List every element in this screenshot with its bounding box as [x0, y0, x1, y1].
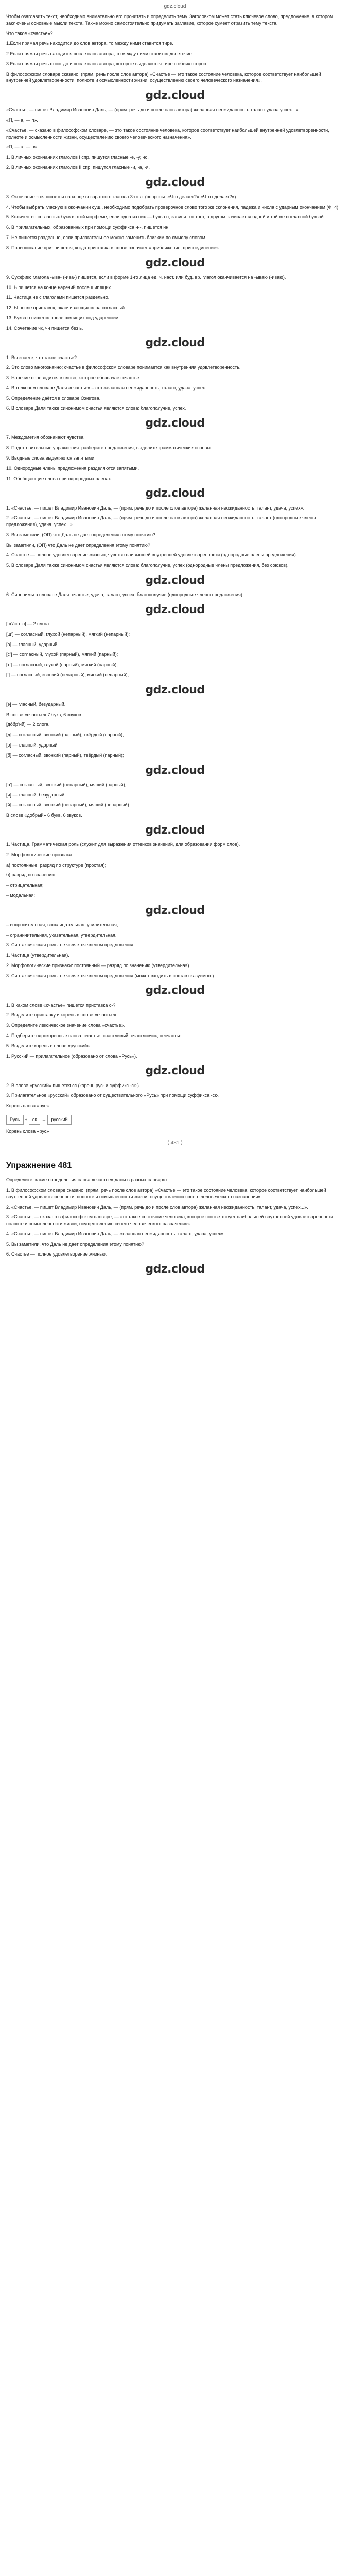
- morph-line: 2. Морфологические признаки:: [6, 852, 73, 857]
- phonetic-line: [а] — гласный, ударный;: [6, 641, 59, 647]
- task-line: 3. Прилагательное «русский» образовано от существительного «Русь» при помощи суффикса -ск-.: [6, 1093, 220, 1098]
- solution-line: 12. Ы после приставок, оканчивающихся на согласный.: [6, 305, 126, 311]
- solution-line: 9. Суффикс глагола -ыва- (-ива-) пишется, если в форме 1-го лица ед. ч. наст. или буд. вр. глагол оканчивается на -ываю (-иваю).: [6, 274, 286, 280]
- task-line: 1. В каком слове «счастье» пишется приставка с-?: [6, 1002, 116, 1008]
- phonetic-line: [э] — гласный, безударный.: [6, 701, 66, 707]
- exercise-item: 5. Вы заметили, что Даль не дает определения этому понятию?: [6, 1241, 144, 1247]
- morph-line: 3. Синтаксическая роль: не является членом предложения.: [6, 942, 135, 948]
- solution-line: 1. В личных окончаниях глаголов I спр. пишутся гласные -е, -у, -ю.: [6, 155, 149, 160]
- watermark: gdz.cloud: [145, 823, 205, 837]
- morph-line: 3. Синтаксическая роль: не является членом предложения (может входить в состав сказуемого).: [6, 973, 215, 978]
- solution-line: 14. Сочетание чк, чн пишется без ь.: [6, 325, 83, 331]
- phonetic-line: [д] — согласный, звонкий (парный), твёрдый (парный);: [6, 732, 124, 738]
- solution-line: 4. Чтобы выбрать гласную в окончании сущ., необходимо подобрать проверочное слово того же склонения, падежа и числа с ударным окончанием (Ф. 4).: [6, 204, 340, 210]
- exercise-item: 2. «Счастье, — пишет Владимир Иванович Даль, — (прям. речь до и после слов автора) желанная неожиданность, талант, удача, успех...».: [6, 1204, 308, 1210]
- watermark: gdz.cloud: [145, 683, 205, 697]
- word-tasks: [6, 1002, 344, 1109]
- solution-line: 2. Это слово многозначно; счастье в философском словаре понимается как внутренняя удовлетворенность.: [6, 365, 241, 370]
- watermark: gdz.cloud: [145, 256, 205, 269]
- watermark: gdz.cloud: [145, 573, 205, 587]
- exercise-item: 6. Счастье — полное удовлетворение жизнью.: [6, 1251, 107, 1257]
- task-line: 1. Русский — прилагательное (образовано от слова «Русь»).: [6, 1053, 137, 1059]
- morph-line: – вопросительная, восклицательная, усилительная;: [6, 922, 118, 927]
- task-line: 3. Определите лексическое значение слова «счастье».: [6, 1023, 126, 1028]
- solution-line: 11. Обобщающие слова при однородных членах.: [6, 476, 112, 481]
- exercise-intro: Определите, какие определения слова «счастье» даны в разных словарях.: [6, 1177, 169, 1183]
- solution-line: 8. Подготовительные упражнения: разберите предложения, выделите грамматические основы.: [6, 445, 212, 451]
- exercise-item: 4. «Счастье, — пишет Владимир Иванович Даль, — желанная неожиданность, талант, удача, успех».: [6, 1231, 225, 1236]
- watermark: gdz.cloud: [145, 984, 205, 997]
- phonetic-line: [о] — гласный, ударный;: [6, 742, 59, 748]
- solution-line: 6. В прилагательных, образованных при помощи суффикса -н-, пишется нн.: [6, 225, 170, 230]
- solution-line: 3. Наречие переводится в слово, которое обозначает счастье.: [6, 375, 141, 381]
- solution-line: Вы заметили, (ОП) что Даль не дает определения этому понятию?: [6, 542, 150, 548]
- watermark: gdz.cloud: [145, 603, 205, 616]
- exercise-items: [6, 1187, 344, 1258]
- solution-line: 2. В личных окончаниях глаголов II спр. пишутся гласные -и, -а, -я.: [6, 164, 150, 170]
- diagram-suffix: ск: [29, 1115, 40, 1125]
- morphological-analysis: [6, 841, 344, 979]
- watermark: gdz.cloud: [145, 176, 205, 189]
- watermark: gdz.cloud: [145, 1263, 205, 1276]
- solution-line: 2.Если прямая речь находится после слов автора, то между ними ставится двоеточие.: [6, 51, 194, 57]
- morph-line: – модальная;: [6, 892, 36, 898]
- solution-line: 8. Правописание при- пишется, когда приставка в слове означает «приближение, присоединение».: [6, 245, 220, 250]
- morph-line: 2. Морфологические признаки: постоянный — разряд по значению (утвердительная).: [6, 962, 191, 968]
- phonetic-line: В слове «счастье» 7 букв, 6 звуков.: [6, 711, 83, 717]
- solution-line: 5. Определение даётся в словаре Ожегова.: [6, 395, 101, 401]
- solution-line: 2. «Счастье, — пишет Владимир Иванович Даль, — (прям. речь до и после слов автора) желанная неожиданность, талант (однородные члены предложения), удача, успех...».: [6, 515, 316, 528]
- phonetic-line: [с’] — согласный, глухой (парный), мягкий (парный);: [6, 652, 118, 657]
- exercise-item: 3. «Счастье, — сказано в философском словаре, — это такое состояние человека, которое соответствует наибольшей внутренней удовлетворенности, полноте и осмысленности жизни, осуществлению своего человеческого назначения».: [6, 1214, 335, 1227]
- phonetic-line: [щ’а́с’т’jэ] — 2 слога.: [6, 621, 50, 627]
- phonetic-line: В слове «добрый» 6 букв, 6 звуков.: [6, 812, 82, 818]
- diagram-word: Русь: [6, 1115, 24, 1125]
- solution-part-1: [6, 13, 344, 482]
- morph-line: 1. Частица (утвердительная).: [6, 953, 69, 958]
- exercise-title: Упражнение 481: [6, 1161, 72, 1170]
- site-header: [0, 0, 350, 13]
- task-line: 2. Выделите приставку и корень в слове «счастье».: [6, 1012, 118, 1018]
- solution-line: Чтобы озаглавить текст, необходимо внимательно его прочитать и определить тему. Заголовком может стать ключевое слово, предложение, в котором заключены основные мысли текста. Также можно самостоятельно придумать заглавие, которое сумеет отразить тему текста.: [6, 14, 334, 26]
- solution-line: 5. Количество согласных букв в этой морфеме, если одна из них — буква н, зависит от того, в другом начинается одной и той же согласной буквой.: [6, 214, 325, 220]
- morph-line: – отрицательная;: [6, 883, 44, 888]
- solution-line: 5. В словаре Даля также синонимом счастья являются слова: благополучие, успех (однородные члены предложения, без союзов).: [6, 563, 289, 568]
- phonetic-line: [б] — согласный, звонкий (парный), твёрдый (парный);: [6, 752, 124, 758]
- solution-line: 11. Частица не с глаголами пишется раздельно.: [6, 295, 110, 300]
- morph-line: б) разряд по значению:: [6, 872, 57, 878]
- phonetic-line: [до́бр’ий] — 2 слога.: [6, 722, 50, 727]
- solution-line: «Счастье, — сказано в философском словаре, — это такое состояние человека, которое соответствует наибольшей внутренней удовлетворенности, полноте и осмысленности жизни, осуществлению своего человеческого назначения».: [6, 127, 329, 140]
- phonetic-analysis: [6, 621, 344, 819]
- solution-line: «Счастье, — пишет Владимир Иванович Даль, — (прям. речь до и после слов автора) желанная неожиданность талант удача успех...».: [6, 107, 300, 113]
- solution-line: Что такое «счастье»?: [6, 30, 53, 36]
- phonetic-line: [й] — согласный, звонкий (непарный), мягкий (непарный).: [6, 802, 131, 808]
- solution-line: 3. Окончание -тся пишется на конце возвратного глагола 3-го л. (вопросы: «Что делает?» «Что сделает?»).: [6, 194, 237, 199]
- solution-line: 13. Буква о пишется после шипящих под ударением.: [6, 315, 120, 320]
- exercise-block: [6, 1153, 344, 1278]
- phonetic-line: [щ’] — согласный, глухой (непарный), мягкий (непарный);: [6, 631, 130, 637]
- morph-line: а) постоянные: разряд по структуре (простая);: [6, 862, 107, 868]
- pagination[interactable]: ⟨ 481 ⟩: [167, 1140, 183, 1146]
- solution-line: 9. Вводные слова выделяются запятыми.: [6, 455, 96, 461]
- solution-content: [0, 13, 350, 1277]
- site-name[interactable]: gdz.cloud: [164, 4, 186, 9]
- watermark: gdz.cloud: [145, 904, 205, 917]
- solution-line: 4. В толковом словаре Даля «счастье» – это желанная неожиданность, талант, удача, успех.: [6, 385, 206, 391]
- morph-line: 1. Частица. Грамматическая роль (служит для выражения оттенков значений, для образования форм слов).: [6, 842, 240, 848]
- watermark: gdz.cloud: [145, 89, 205, 103]
- task-line: 4. Подберите однокоренные слова: счастье, счастливый, счастливчик, несчастье.: [6, 1033, 183, 1038]
- solution-line: 3. Вы заметили, (ОП) что Даль не дает определения этому понятию?: [6, 532, 155, 537]
- watermark: gdz.cloud: [145, 336, 205, 350]
- watermark: gdz.cloud: [145, 1064, 205, 1078]
- solution-line: «П, — а: — п».: [6, 144, 38, 150]
- diagram-root-label: Корень слова «рус»: [6, 1128, 49, 1134]
- phonetic-line: [j] — согласный, звонкий (непарный), мягкий (непарный);: [6, 672, 129, 677]
- phonetic-line: [р’] — согласный, звонкий (непарный), мягкий (парный);: [6, 782, 127, 787]
- word-formation-diagram: Русь + ск → русский Корень слова «рус»: [6, 1113, 344, 1135]
- solution-line: 1. Вы знаете, что такое счастье?: [6, 354, 77, 360]
- task-line: Корень слова «рус».: [6, 1103, 50, 1109]
- solution-line: 10. Однородные члены предложения разделяются запятыми.: [6, 465, 139, 471]
- solution-part-2: [6, 505, 344, 598]
- solution-line: 7. Не пишется раздельно, если прилагательное можно заменить близким по смыслу словом.: [6, 235, 207, 241]
- task-line: 2. В слове «русский» пишется сс (корень рус- и суффикс -ск-).: [6, 1082, 141, 1088]
- watermark: gdz.cloud: [145, 487, 205, 500]
- solution-line: 1. «Счастье, — пишет Владимир Иванович Даль, — (прям. речь до и после слов автора) желанная неожиданность, талант, удача, успех».: [6, 505, 305, 511]
- solution-line: «П, — а, — п».: [6, 117, 38, 123]
- solution-line: 4. Счастье — полное удовлетворение жизнью, чувство наивысшей внутренней удовлетворенности (однородные члены предложения).: [6, 552, 297, 558]
- phonetic-line: [т’] — согласный, глухой (парный), мягкий (парный);: [6, 662, 118, 668]
- solution-line: 10. Ь пишется на конце наречий после шипящих.: [6, 284, 112, 290]
- solution-line: 6. Синонимы в словаре Даля: счастье, удача, талант, успех, благополучие (однородные члены предложения).: [6, 592, 244, 598]
- solution-line: 7. Междометия обозначают чувства.: [6, 435, 85, 440]
- solution-line: В философском словаре сказано: (прям. речь после слов автора) «Счастье — это такое состояние человека, которое соответствует наибольшей внутренней удовлетворенности, полноте и осмысленности жизни, осуществлению своего человеческого назначения».: [6, 71, 321, 83]
- diagram-result: русский: [47, 1115, 71, 1125]
- watermark: gdz.cloud: [145, 764, 205, 777]
- watermark: gdz.cloud: [145, 417, 205, 430]
- exercise-item: 1. В философском словаре сказано: (прям. речь после слов автора) «Счастье — это такое состояние человека, которое соответствует наибольшей внутренней удовлетворенности, полноте и осмысленности жизни, осуществлению своего человеческого назначения».: [6, 1188, 326, 1199]
- task-line: 5. Выделите корень в слове «русский».: [6, 1043, 91, 1048]
- phonetic-line: [и] — гласный, безударный;: [6, 792, 66, 798]
- morph-line: – ограничительная, указательная, утвердительная.: [6, 932, 117, 938]
- solution-line: 3.Если прямая речь стоит до и после слов автора, которые выделяются тире с обеих сторон:: [6, 61, 208, 66]
- solution-line: 1.Если прямая речь находится до слов автора, то между ними ставится тире.: [6, 41, 173, 46]
- solution-line: 6. В словаре Даля также синонимом счастья являются слова: благополучие, успех.: [6, 405, 186, 411]
